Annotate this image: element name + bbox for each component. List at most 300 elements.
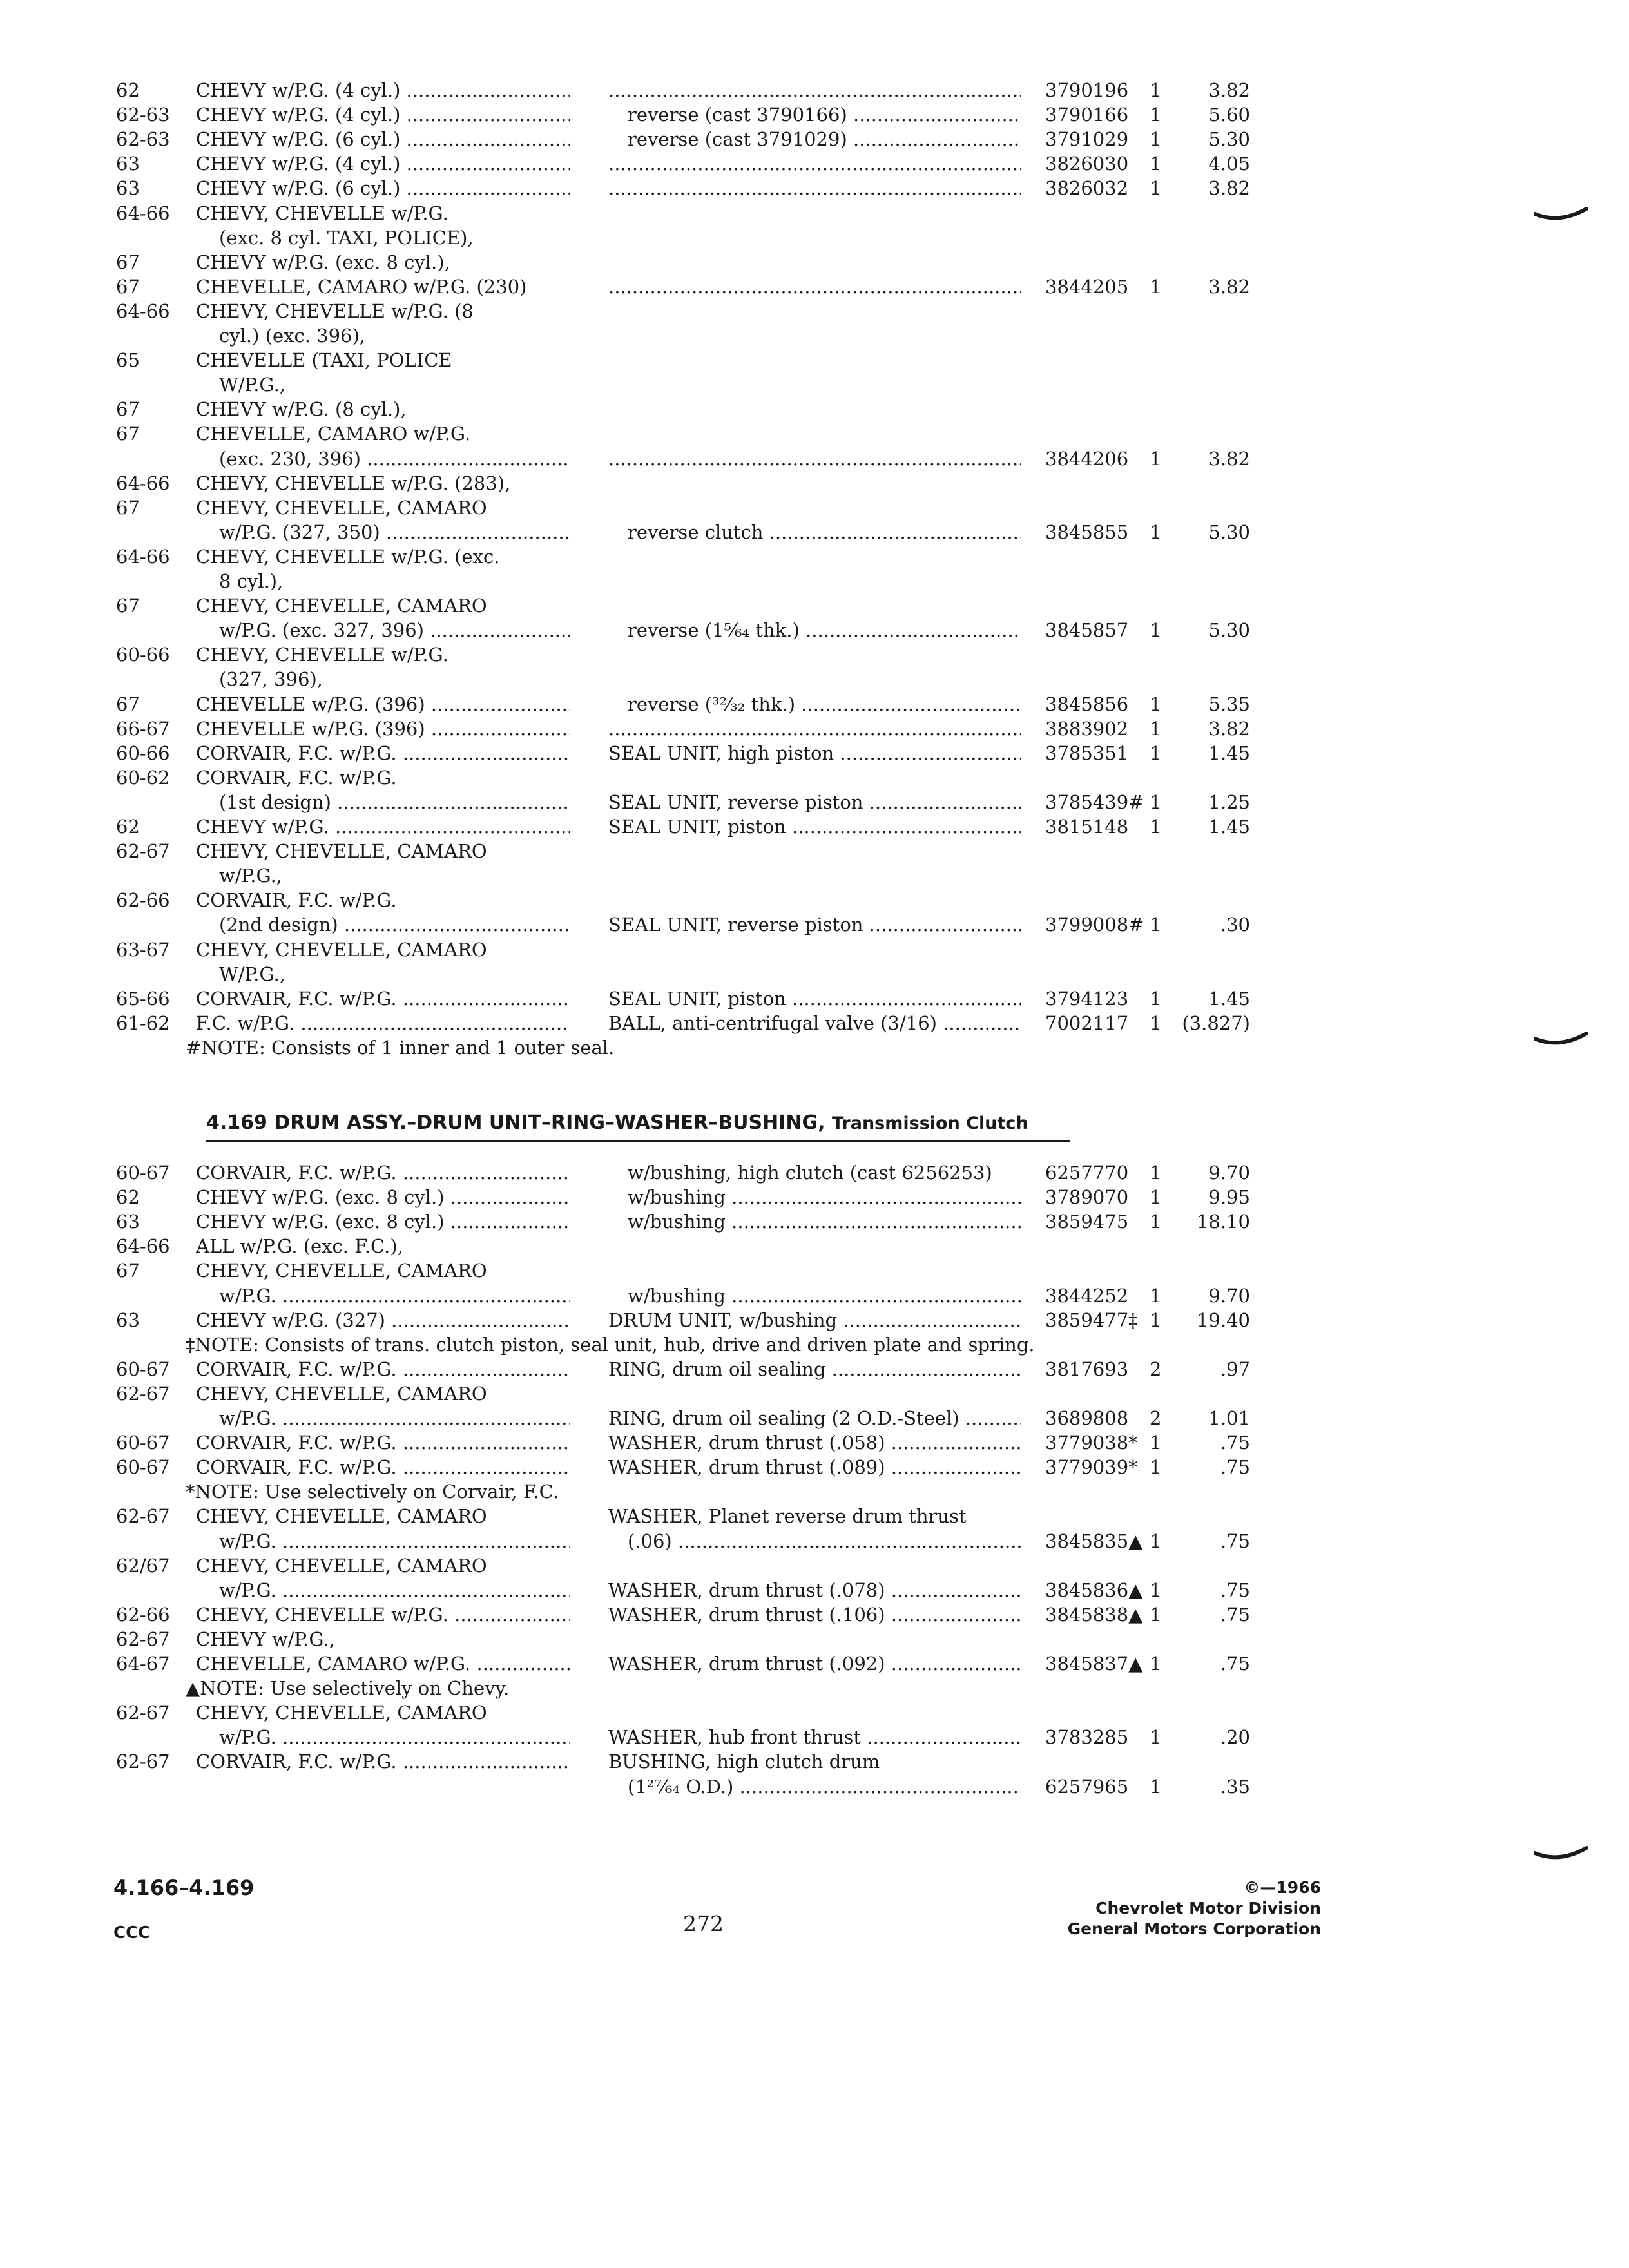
parts-row	[0, 1233, 1629, 1259]
part-number-cell: 6257965	[1045, 1775, 1129, 1798]
description-cell: WASHER, hub front thrust .....	[608, 1724, 1021, 1750]
model-cell: CHEVY, CHEVELLE, CAMARO	[196, 1554, 487, 1577]
description-cell: SEAL UNIT, piston .....	[608, 986, 1021, 1012]
price-cell: 3.82	[1208, 79, 1250, 101]
description-cell: DRUM UNIT, w/bushing .....	[608, 1307, 1021, 1333]
price-cell: .75	[1220, 1530, 1250, 1552]
part-number-cell: 3845835▲	[1045, 1530, 1143, 1552]
parts-row	[0, 1010, 1629, 1036]
parts-row	[0, 200, 1629, 226]
part-number-cell: 3845838▲	[1045, 1603, 1143, 1626]
year-cell: 64-66	[116, 202, 170, 224]
quantity-cell: 1	[1150, 1530, 1162, 1552]
model-cell: 8 cyl.),	[219, 570, 284, 592]
price-cell: 5.35	[1208, 693, 1250, 715]
year-cell: 62-66	[116, 889, 170, 912]
price-cell: 9.70	[1208, 1162, 1250, 1184]
part-number-cell: 3790196	[1045, 79, 1129, 101]
note-text: *NOTE: Use selectively on Corvair, F.C.	[186, 1481, 559, 1503]
model-cell: CHEVY, CHEVELLE w/P.G.	[196, 202, 448, 224]
quantity-cell: 1	[1150, 1432, 1162, 1454]
model-cell: CHEVELLE, CAMARO w/P.G. .....	[196, 1651, 570, 1677]
parts-row	[0, 568, 1629, 594]
parts-row	[0, 421, 1629, 447]
binder-tick-mark	[1534, 205, 1588, 223]
part-number-cell: 3826032	[1045, 177, 1129, 200]
parts-row	[0, 666, 1629, 692]
section-title: DRUM ASSY.–DRUM UNIT–RING–WASHER–BUSHING,	[274, 1111, 825, 1134]
model-cell: CHEVELLE, CAMARO w/P.G.	[196, 423, 471, 445]
description-cell: BUSHING, high clutch drum	[608, 1751, 880, 1773]
quantity-cell: 1	[1150, 717, 1162, 740]
year-cell: 64-66	[116, 300, 170, 322]
description-cell: w/bushing .....	[628, 1209, 1021, 1235]
parts-row	[0, 1454, 1629, 1480]
description-cell: SEAL UNIT, reverse piston .....	[608, 789, 1021, 815]
description-cell: w/bushing .....	[628, 1184, 1021, 1210]
model-cell: w/P.G. .....	[219, 1724, 570, 1750]
note-line	[0, 1479, 1629, 1504]
quantity-cell: 1	[1150, 1012, 1162, 1034]
description-cell: (.06) .....	[628, 1528, 1021, 1554]
part-number-cell: 3779038*	[1045, 1432, 1138, 1454]
part-number-cell: 7002117	[1045, 1012, 1129, 1034]
model-cell: w/P.G.,	[219, 865, 283, 887]
year-cell: 61-62	[116, 1012, 170, 1034]
price-cell: 3.82	[1208, 177, 1250, 200]
part-number-cell: 3799008#	[1045, 914, 1144, 936]
parts-row	[0, 1528, 1629, 1554]
parts-row	[0, 961, 1629, 987]
quantity-cell: 1	[1150, 1284, 1162, 1307]
model-cell: CHEVY w/P.G. (327) .....	[196, 1307, 570, 1333]
part-number-cell: 3826030	[1045, 153, 1129, 175]
parts-row	[0, 323, 1629, 349]
part-number-cell: 3844206	[1045, 447, 1129, 470]
description-cell: reverse (³²⁄₃₂ thk.) .....	[628, 691, 1021, 717]
description-cell	[608, 151, 1021, 177]
year-cell: 64-66	[116, 1235, 170, 1258]
description-cell: (1²⁷⁄₆₄ O.D.) .....	[628, 1774, 1021, 1800]
parts-row	[0, 249, 1629, 275]
model-cell: CHEVY w/P.G. (8 cyl.),	[196, 398, 407, 421]
year-cell: 67	[116, 275, 140, 298]
parts-row	[0, 1283, 1629, 1309]
quantity-cell: 1	[1150, 987, 1162, 1010]
price-cell: 5.30	[1208, 521, 1250, 543]
year-cell: 62-67	[116, 1702, 170, 1724]
model-cell: cyl.) (exc. 396),	[219, 325, 366, 347]
parts-row	[0, 716, 1629, 742]
part-number-cell: 3791029	[1045, 128, 1129, 151]
model-cell: CHEVY w/P.G.,	[196, 1628, 335, 1650]
year-cell: 67	[116, 251, 140, 273]
quantity-cell: 1	[1150, 914, 1162, 936]
part-number-cell: 3845857	[1045, 619, 1129, 642]
quantity-cell: 2	[1150, 1407, 1162, 1429]
description-cell	[608, 175, 1021, 201]
part-number-cell: 3845836▲	[1045, 1579, 1143, 1601]
model-cell: CORVAIR, F.C. w/P.G. .....	[196, 1160, 570, 1186]
model-cell: CHEVY, CHEVELLE, CAMARO	[196, 1382, 487, 1405]
model-cell: (2nd design) .....	[219, 912, 570, 937]
price-cell: .75	[1220, 1653, 1250, 1675]
price-cell: 5.30	[1208, 128, 1250, 151]
description-cell: reverse clutch .....	[628, 519, 1021, 545]
section-suffix: Transmission Clutch	[831, 1113, 1028, 1133]
parts-row	[0, 1724, 1629, 1750]
part-number-cell: 3815148	[1045, 816, 1129, 838]
parts-row	[0, 470, 1629, 496]
price-cell: 1.01	[1208, 1407, 1250, 1429]
year-cell: 60-67	[116, 1432, 170, 1454]
parts-row	[0, 1356, 1629, 1382]
model-cell: CHEVELLE w/P.G. (396) .....	[196, 716, 570, 742]
part-number-cell: 3790166	[1045, 104, 1129, 126]
price-cell: 3.82	[1208, 717, 1250, 740]
description-cell: reverse (cast 3790166) .....	[628, 102, 1021, 128]
model-cell: CHEVY, CHEVELLE w/P.G. (exc.	[196, 545, 500, 568]
quantity-cell: 1	[1150, 128, 1162, 151]
quantity-cell: 1	[1150, 1726, 1162, 1749]
model-cell: w/P.G. .....	[219, 1283, 570, 1309]
year-cell: 65	[116, 349, 140, 372]
part-number-cell: 3783285	[1045, 1726, 1129, 1749]
model-cell: w/P.G. .....	[219, 1528, 570, 1554]
model-cell: W/P.G.,	[219, 963, 286, 985]
year-cell: 62-67	[116, 840, 170, 863]
description-cell: WASHER, drum thrust (.078) .....	[608, 1577, 1021, 1603]
model-cell: CHEVY, CHEVELLE, CAMARO	[196, 496, 487, 519]
price-cell: 1.45	[1208, 742, 1250, 764]
parts-row	[0, 863, 1629, 889]
year-cell: 60-67	[116, 1358, 170, 1380]
description-cell: WASHER, Planet reverse drum thrust	[608, 1505, 967, 1528]
price-cell: 1.25	[1208, 791, 1250, 813]
parts-row	[0, 912, 1629, 937]
copyright-line: ©—1966	[1244, 1878, 1321, 1897]
parts-row	[0, 1405, 1629, 1431]
model-cell: CHEVY w/P.G. (6 cyl.) .....	[196, 175, 570, 201]
price-cell: .35	[1220, 1775, 1250, 1798]
description-cell	[608, 716, 1021, 742]
year-cell: 62-67	[116, 1751, 170, 1773]
description-cell: WASHER, drum thrust (.058) .....	[608, 1430, 1021, 1456]
year-cell: 60-67	[116, 1456, 170, 1479]
year-cell: 60-62	[116, 766, 170, 789]
quantity-cell: 1	[1150, 1456, 1162, 1479]
year-cell: 62/67	[116, 1554, 170, 1577]
part-number-cell: 6257770	[1045, 1162, 1129, 1184]
quantity-cell: 1	[1150, 521, 1162, 543]
part-number-cell: 3844205	[1045, 275, 1129, 298]
description-cell: w/bushing .....	[628, 1283, 1021, 1309]
part-number-cell: 3689808	[1045, 1407, 1129, 1429]
model-cell: w/P.G. .....	[219, 1577, 570, 1603]
model-cell: CORVAIR, F.C. w/P.G.	[196, 766, 397, 789]
description-cell: reverse (cast 3791029) .....	[628, 126, 1021, 152]
quantity-cell: 1	[1150, 79, 1162, 101]
price-cell: .75	[1220, 1579, 1250, 1601]
model-cell: CHEVY w/P.G. .....	[196, 814, 570, 840]
model-cell: (exc. 8 cyl. TAXI, POLICE),	[219, 226, 474, 249]
year-cell: 62	[116, 816, 140, 838]
model-cell: CORVAIR, F.C. w/P.G. .....	[196, 1430, 570, 1456]
year-cell: 60-66	[116, 742, 170, 764]
model-cell: w/P.G. (exc. 327, 396) .....	[219, 617, 570, 643]
model-cell: w/P.G. .....	[219, 1405, 570, 1431]
year-cell: 66-67	[116, 717, 170, 740]
description-cell: SEAL UNIT, piston .....	[608, 814, 1021, 840]
quantity-cell: 1	[1150, 791, 1162, 813]
parts-row	[0, 446, 1629, 472]
parts-row	[0, 1381, 1629, 1407]
section-number: 4.169	[206, 1111, 267, 1134]
model-cell: CHEVY w/P.G. (4 cyl.) .....	[196, 77, 570, 103]
model-cell: CORVAIR, F.C. w/P.G. .....	[196, 986, 570, 1012]
price-cell: .97	[1220, 1358, 1250, 1380]
model-cell: CHEVY w/P.G. (exc. 8 cyl.) .....	[196, 1184, 570, 1210]
page-number: 272	[683, 1911, 724, 1936]
parts-row	[0, 347, 1629, 373]
model-cell: CHEVY, CHEVELLE, CAMARO	[196, 840, 487, 863]
year-cell: 62-67	[116, 1628, 170, 1650]
description-cell: WASHER, drum thrust (.089) .....	[608, 1454, 1021, 1480]
parts-row	[0, 1749, 1629, 1774]
parts-row	[0, 1209, 1629, 1235]
quantity-cell: 1	[1150, 816, 1162, 838]
year-cell: 64-66	[116, 545, 170, 568]
description-cell: w/bushing, high clutch (cast 6256253)	[628, 1162, 992, 1184]
parts-row	[0, 1503, 1629, 1529]
part-number-cell: 3883902	[1045, 717, 1129, 740]
year-cell: 67	[116, 398, 140, 421]
description-cell	[608, 446, 1021, 472]
parts-row	[0, 765, 1629, 791]
price-cell: 9.95	[1208, 1186, 1250, 1209]
parts-row	[0, 1651, 1629, 1677]
parts-row	[0, 175, 1629, 201]
price-cell: .75	[1220, 1456, 1250, 1479]
parts-row	[0, 1307, 1629, 1333]
parts-row	[0, 1774, 1629, 1800]
parts-row	[0, 274, 1629, 300]
model-cell: CHEVY w/P.G. (6 cyl.) .....	[196, 126, 570, 152]
note-text: #NOTE: Consists of 1 inner and 1 outer seal.	[186, 1036, 615, 1059]
quantity-cell: 1	[1150, 1186, 1162, 1209]
parts-row	[0, 1602, 1629, 1628]
parts-row	[0, 617, 1629, 643]
year-cell: 62-63	[116, 104, 170, 126]
price-cell: 9.70	[1208, 1284, 1250, 1307]
description-cell: RING, drum oil sealing .....	[608, 1356, 1021, 1382]
description-cell: reverse (1⁵⁄₆₄ thk.) .....	[628, 617, 1021, 643]
price-cell: .75	[1220, 1603, 1250, 1626]
price-cell: 18.10	[1196, 1211, 1250, 1233]
year-cell: 65-66	[116, 987, 170, 1010]
section-range-text: 4.166–4.169	[113, 1876, 255, 1900]
quantity-cell: 1	[1150, 742, 1162, 764]
part-number-cell: 3794123	[1045, 987, 1129, 1010]
parts-row	[0, 1700, 1629, 1725]
model-cell: w/P.G. (327, 350) .....	[219, 519, 570, 545]
price-cell: 5.60	[1208, 104, 1250, 126]
description-cell: SEAL UNIT, high piston .....	[608, 740, 1021, 766]
model-cell: (1st design) .....	[219, 789, 570, 815]
footer-section-range	[113, 1874, 254, 1947]
parts-row	[0, 691, 1629, 717]
year-cell: 62-67	[116, 1505, 170, 1528]
model-cell: CHEVY w/P.G. (4 cyl.) .....	[196, 102, 570, 128]
note-line	[0, 1035, 1629, 1061]
year-cell: 62	[116, 1186, 140, 1209]
quantity-cell: 1	[1150, 1211, 1162, 1233]
quantity-cell: 1	[1150, 104, 1162, 126]
parts-row	[0, 789, 1629, 815]
model-cell: CHEVY w/P.G. (exc. 8 cyl.),	[196, 251, 450, 273]
model-cell: CHEVY, CHEVELLE, CAMARO	[196, 595, 487, 617]
quantity-cell: 1	[1150, 1603, 1162, 1626]
part-number-cell: 3859477‡	[1045, 1309, 1138, 1331]
parts-row	[0, 225, 1629, 251]
year-cell: 64-67	[116, 1653, 170, 1675]
part-number-cell: 3789070	[1045, 1186, 1129, 1209]
model-cell: CHEVY w/P.G. (exc. 8 cyl.) .....	[196, 1209, 570, 1235]
price-cell: 3.82	[1208, 447, 1250, 470]
corporation-line: General Motors Corporation	[1067, 1919, 1321, 1938]
model-cell: CHEVY, CHEVELLE w/P.G. (283),	[196, 472, 511, 494]
parts-row	[0, 1258, 1629, 1283]
parts-row	[0, 372, 1629, 398]
year-cell: 62-67	[116, 1382, 170, 1405]
model-cell: CHEVY, CHEVELLE w/P.G. (8	[196, 300, 474, 322]
model-cell: CHEVY, CHEVELLE, CAMARO	[196, 1702, 487, 1724]
parts-row	[0, 126, 1629, 152]
price-cell: 19.40	[1196, 1309, 1250, 1331]
parts-row	[0, 544, 1629, 570]
model-cell: CHEVY, CHEVELLE, CAMARO	[196, 1260, 487, 1282]
model-cell: CHEVELLE, CAMARO w/P.G. (230)	[196, 275, 527, 298]
price-cell: 1.45	[1208, 816, 1250, 838]
model-cell: CORVAIR, F.C. w/P.G. .....	[196, 1749, 570, 1774]
parts-row	[0, 986, 1629, 1012]
note-line	[0, 1675, 1629, 1701]
parts-row	[0, 102, 1629, 128]
price-cell: 1.45	[1208, 987, 1250, 1010]
parts-row	[0, 1626, 1629, 1652]
year-cell: 67	[116, 1260, 140, 1282]
description-cell	[608, 274, 1021, 300]
quantity-cell: 1	[1150, 153, 1162, 175]
parts-row	[0, 495, 1629, 521]
model-cell: CHEVELLE (TAXI, POLICE	[196, 349, 452, 372]
price-cell: 3.82	[1208, 275, 1250, 298]
year-cell: 64-66	[116, 472, 170, 494]
parts-row	[0, 887, 1629, 913]
quantity-cell: 1	[1150, 1775, 1162, 1798]
price-cell: .20	[1220, 1726, 1250, 1749]
quantity-cell: 1	[1150, 1162, 1162, 1184]
quantity-cell: 1	[1150, 619, 1162, 642]
part-number-cell: 3779039*	[1045, 1456, 1138, 1479]
quantity-cell: 1	[1150, 447, 1162, 470]
year-cell: 67	[116, 595, 140, 617]
year-cell: 63	[116, 1211, 140, 1233]
year-cell: 63	[116, 1309, 140, 1331]
quantity-cell: 1	[1150, 1579, 1162, 1601]
parts-row	[0, 593, 1629, 619]
quantity-cell: 1	[1150, 275, 1162, 298]
model-cell: (exc. 230, 396) .....	[219, 446, 570, 472]
parts-row	[0, 1553, 1629, 1579]
price-cell: (3.827)	[1182, 1012, 1250, 1034]
description-cell	[608, 77, 1021, 103]
parts-row	[0, 1184, 1629, 1210]
quantity-cell: 1	[1150, 1309, 1162, 1331]
price-cell: .30	[1220, 914, 1250, 936]
model-cell: (327, 396),	[219, 668, 323, 691]
note-text: ▲NOTE: Use selectively on Chevy.	[186, 1677, 510, 1700]
description-cell: WASHER, drum thrust (.106) .....	[608, 1602, 1021, 1628]
price-cell: 5.30	[1208, 619, 1250, 642]
part-number-cell: 3845855	[1045, 521, 1129, 543]
model-cell: CHEVY, CHEVELLE, CAMARO	[196, 938, 487, 961]
parts-row	[0, 740, 1629, 766]
part-number-cell: 3844252	[1045, 1284, 1129, 1307]
model-cell: ALL w/P.G. (exc. F.C.),	[196, 1235, 403, 1258]
price-cell: .75	[1220, 1432, 1250, 1454]
model-cell: CORVAIR, F.C. w/P.G. .....	[196, 740, 570, 766]
year-cell: 60-66	[116, 644, 170, 666]
parts-row	[0, 1577, 1629, 1603]
year-cell: 62-63	[116, 128, 170, 151]
model-cell: CHEVY w/P.G. (4 cyl.) .....	[196, 151, 570, 177]
footer-code: CCC	[113, 1923, 151, 1943]
model-cell: F.C. w/P.G. .....	[196, 1010, 570, 1036]
model-cell: CHEVY, CHEVELLE, CAMARO	[196, 1505, 487, 1528]
model-cell: CORVAIR, F.C. w/P.G. .....	[196, 1454, 570, 1480]
parts-row	[0, 298, 1629, 324]
part-number-cell: 3817693	[1045, 1358, 1129, 1380]
quantity-cell: 1	[1150, 177, 1162, 200]
binder-tick-mark	[1534, 1844, 1588, 1862]
parts-row	[0, 77, 1629, 103]
parts-row	[0, 151, 1629, 177]
part-number-cell: 3859475	[1045, 1211, 1129, 1233]
year-cell: 63-67	[116, 938, 170, 961]
binder-tick-mark	[1534, 1030, 1588, 1048]
year-cell: 67	[116, 693, 140, 715]
model-cell: CHEVY, CHEVELLE w/P.G.	[196, 644, 448, 666]
year-cell: 67	[116, 496, 140, 519]
parts-row	[0, 937, 1629, 963]
year-cell: 62-66	[116, 1603, 170, 1626]
division-line: Chevrolet Motor Division	[1095, 1899, 1321, 1917]
model-cell: CORVAIR, F.C. w/P.G.	[196, 889, 397, 912]
part-number-cell: 3785439#	[1045, 791, 1144, 813]
part-number-cell: 3845856	[1045, 693, 1129, 715]
year-cell: 67	[116, 423, 140, 445]
model-cell: CHEVELLE w/P.G. (396) .....	[196, 691, 570, 717]
model-cell: CHEVY, CHEVELLE w/P.G. .....	[196, 1602, 570, 1628]
year-cell: 62	[116, 79, 140, 101]
model-cell: CORVAIR, F.C. w/P.G. .....	[196, 1356, 570, 1382]
note-line	[0, 1332, 1629, 1358]
part-number-cell: 3845837▲	[1045, 1653, 1143, 1675]
year-cell: 63	[116, 177, 140, 200]
footer-publisher	[1005, 1878, 1321, 1939]
parts-row	[0, 519, 1629, 545]
